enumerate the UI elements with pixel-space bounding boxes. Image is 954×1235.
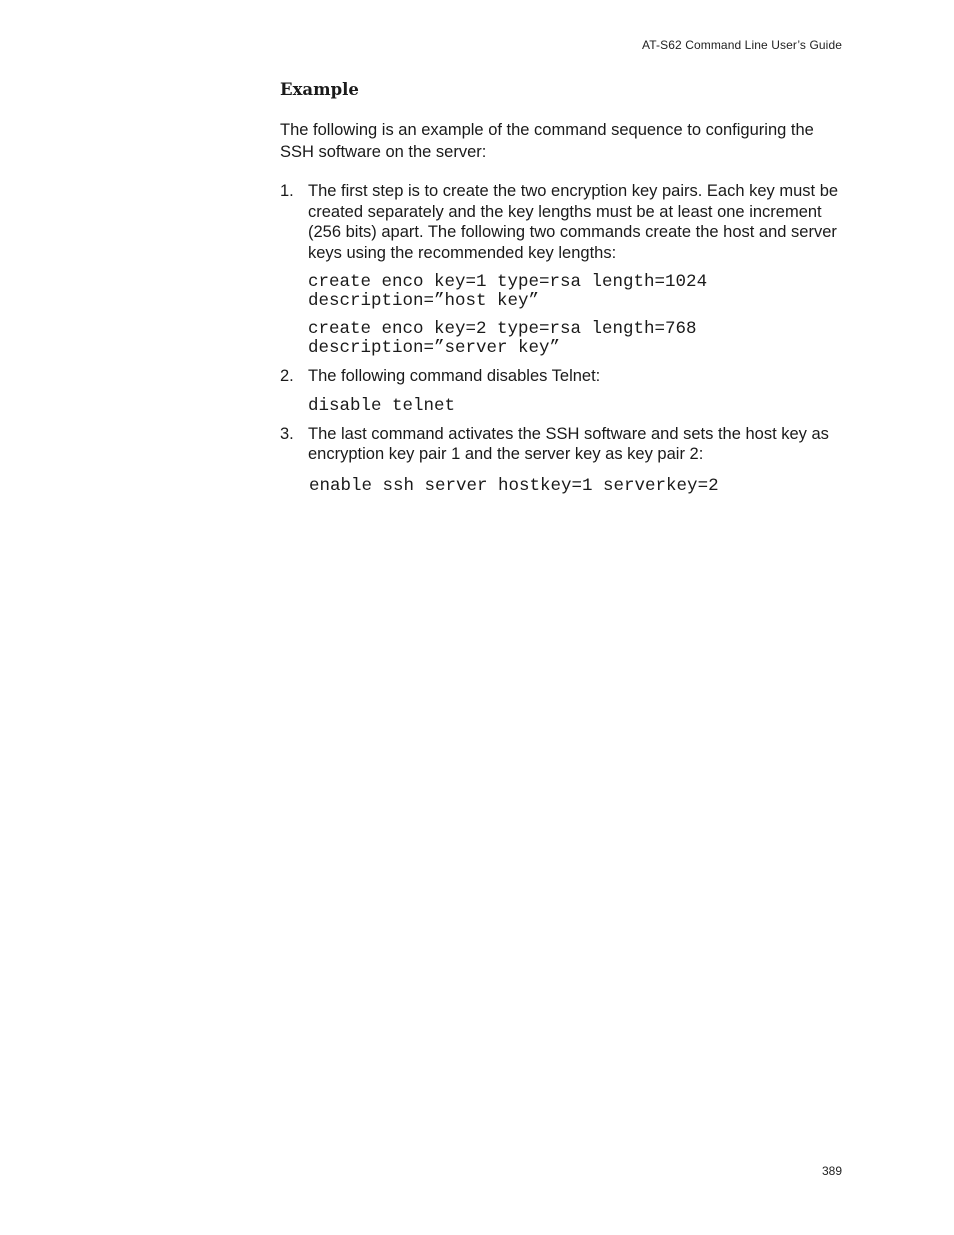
command-create-host-key: create enco key=1 type=rsa length=1024 description=”host key” <box>308 272 708 311</box>
step-text: The last command activates the SSH software and sets the host key as encryption key pair 1 and the server key as key pair 2: <box>308 424 829 463</box>
page-number: 389 <box>821 1164 842 1178</box>
step-1 <box>280 181 850 358</box>
step-number: 2. <box>280 367 294 385</box>
step-text: The first step is to create the two encryption key pairs. Each key must be created separately and the key lengths must be at least one increment (256 bits) apart. The following two commands create the host and server keys using the recommended key lengths: <box>308 182 839 262</box>
command-disable-telnet: disable telnet <box>308 395 456 416</box>
running-header: AT-S62 Command Line User’s Guide <box>642 38 842 52</box>
command-create-server-key: create enco key=2 type=rsa length=768 description=”server key” <box>308 319 697 358</box>
steps-list <box>280 181 850 496</box>
command-enable-ssh: enable ssh server hostkey=1 serverkey=2 <box>309 475 719 496</box>
step-2 <box>280 366 850 416</box>
intro-paragraph: The following is an example of the command sequence to configuring the SSH software on the server: <box>280 121 814 161</box>
step-number: 1. <box>280 182 294 200</box>
step-3 <box>280 424 850 496</box>
step-text: The following command disables Telnet: <box>308 367 601 385</box>
step-number: 3. <box>280 424 294 443</box>
page-content <box>280 78 850 496</box>
section-heading: Example <box>280 80 359 99</box>
